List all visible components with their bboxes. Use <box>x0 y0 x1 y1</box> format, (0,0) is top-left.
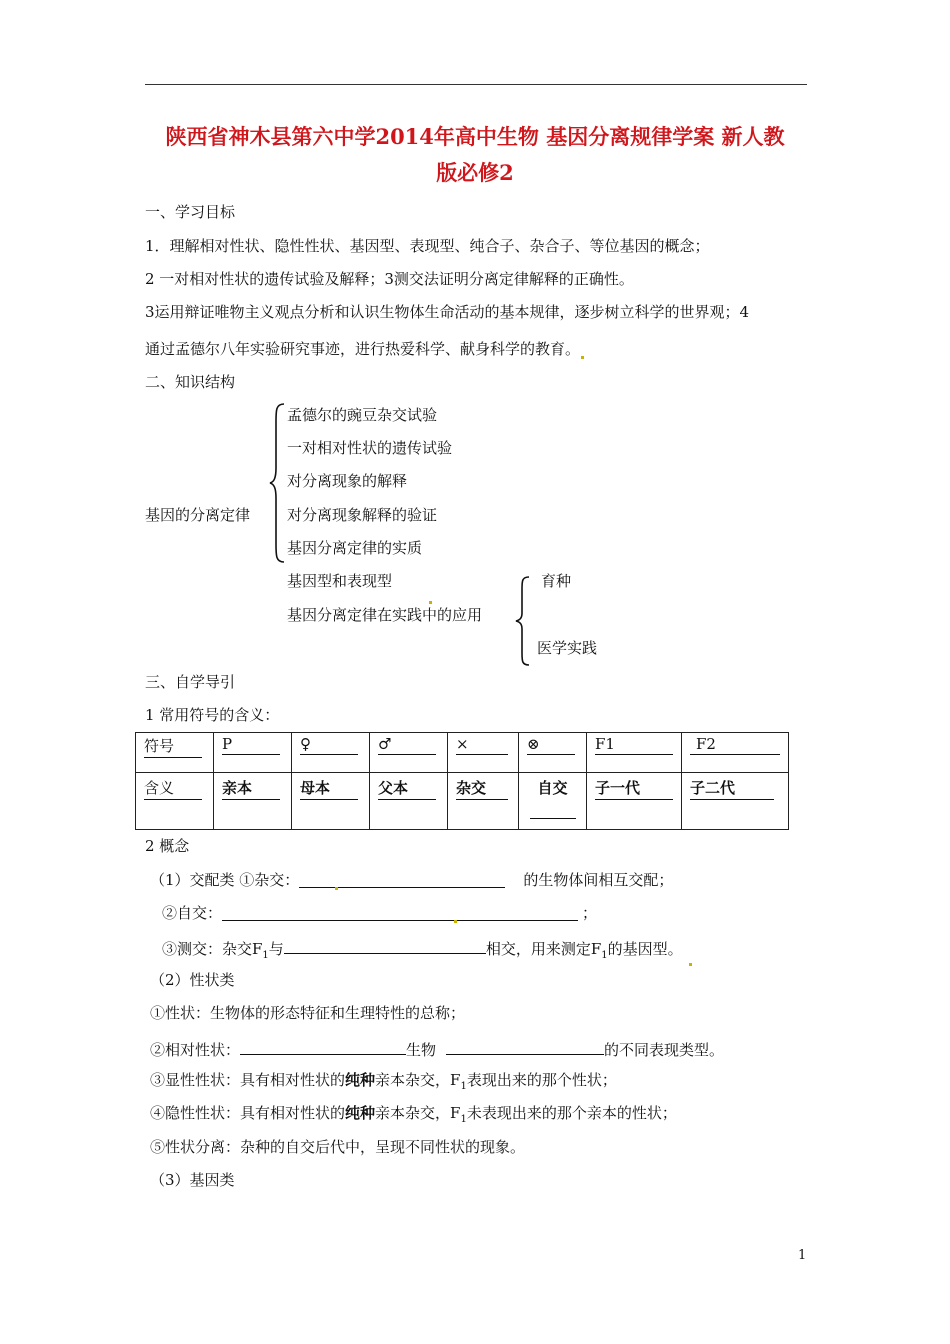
self-cross-symbol: ⊗ <box>527 735 575 755</box>
application-item: 医学实践 <box>537 639 598 657</box>
table-cell: 子二代 <box>690 777 774 800</box>
structure-item: 基因分离定律在实践中的应用 <box>287 606 483 624</box>
gene-class-heading: （3）基因类 <box>150 1171 235 1189</box>
table-cell: 父本 <box>378 777 436 800</box>
concept-hybrid: （1）交配类 ①杂交： 的生物体间相互交配； <box>150 871 674 889</box>
symbol-table <box>135 732 789 830</box>
symbols-subheading: 1 常用符号的含义： <box>145 706 280 724</box>
structure-item: 一对相对性状的遗传试验 <box>287 439 453 457</box>
relative-trait-definition: ②相对性状： 生物 的不同表现类型。 <box>150 1037 724 1060</box>
doc-title-line1: 陕西省神木县第六中学2014年高中生物 基因分离规律学案 新人教 <box>165 124 785 149</box>
dominant-trait-definition: ③显性性状：具有相对性状的纯种亲本杂交，$F_1$表现出来的那个性状； <box>150 1071 617 1092</box>
marker-dot <box>428 585 432 604</box>
table-cell: × <box>456 735 508 755</box>
page-number: 1 <box>798 1248 807 1263</box>
section3-heading: 三、自学导引 <box>145 673 236 691</box>
table-cell: 自交 <box>537 779 568 797</box>
table-cell: P <box>222 735 280 755</box>
table-cell: ♂ <box>378 735 436 755</box>
doc-title-line2: 版必修2 <box>436 160 514 185</box>
table-cell: F1 <box>595 735 673 755</box>
structure-root: 基因的分离定律 <box>145 506 251 524</box>
concept-self: ②自交： ； <box>162 904 598 922</box>
objective-line4: 通过孟德尔八年实验研究事迹，进行热爱科学、献身科学的教育。 <box>145 339 584 359</box>
objective-line1: 1．理解相对性状、隐性性状、基因型、表现型、纯合子、杂合子、等位基因的概念； <box>145 237 710 255</box>
application-item: 育种 <box>541 572 572 590</box>
section2-heading: 二、知识结构 <box>145 373 236 391</box>
objective-line3: 3运用辩证唯物主义观点分析和认识生物体生命活动的基本规律，逐步树立科学的世界观；4 <box>145 303 750 321</box>
objective-line2: 2 一对相对性状的遗传试验及解释；3测交法证明分离定律解释的正确性。 <box>145 270 634 288</box>
table-cell: 母本 <box>300 777 358 800</box>
table-cell: ♀ <box>300 735 358 755</box>
structure-item: 基因型和表现型 <box>287 572 393 590</box>
header-rule <box>145 84 807 85</box>
segregation-definition: ⑤性状分离：杂种的自交后代中，呈现不同性状的现象。 <box>150 1138 526 1156</box>
structure-item: 对分离现象的解释 <box>287 472 408 490</box>
table-cell: 含义 <box>144 777 202 800</box>
recessive-trait-definition: ④隐性性状：具有相对性状的纯种亲本杂交，$F_1$未表现出来的那个亲本的性状； <box>150 1104 677 1125</box>
concepts-subheading: 2 概念 <box>145 837 190 855</box>
structure-item: 孟德尔的豌豆杂交试验 <box>287 406 438 424</box>
table-cell: 符号 <box>144 735 202 758</box>
brace-applications <box>513 575 533 667</box>
table-cell: F2 <box>690 735 780 755</box>
trait-definition: ①性状：生物体的形态特征和生理特性的总称； <box>150 1004 466 1022</box>
brace-main <box>268 402 288 564</box>
structure-item: 基因分离定律的实质 <box>287 539 423 557</box>
table-cell: 杂交 <box>456 777 508 800</box>
concept-testcross: ③测交：杂交$F_1$与 相交，用来测定$F_1$的基因型。 <box>162 936 692 966</box>
trait-class-heading: （2）性状类 <box>150 971 235 989</box>
section1-heading: 一、学习目标 <box>145 203 236 221</box>
table-cell: 子一代 <box>595 777 673 800</box>
structure-item: 对分离现象解释的验证 <box>287 506 438 524</box>
table-cell: 亲本 <box>222 777 280 800</box>
